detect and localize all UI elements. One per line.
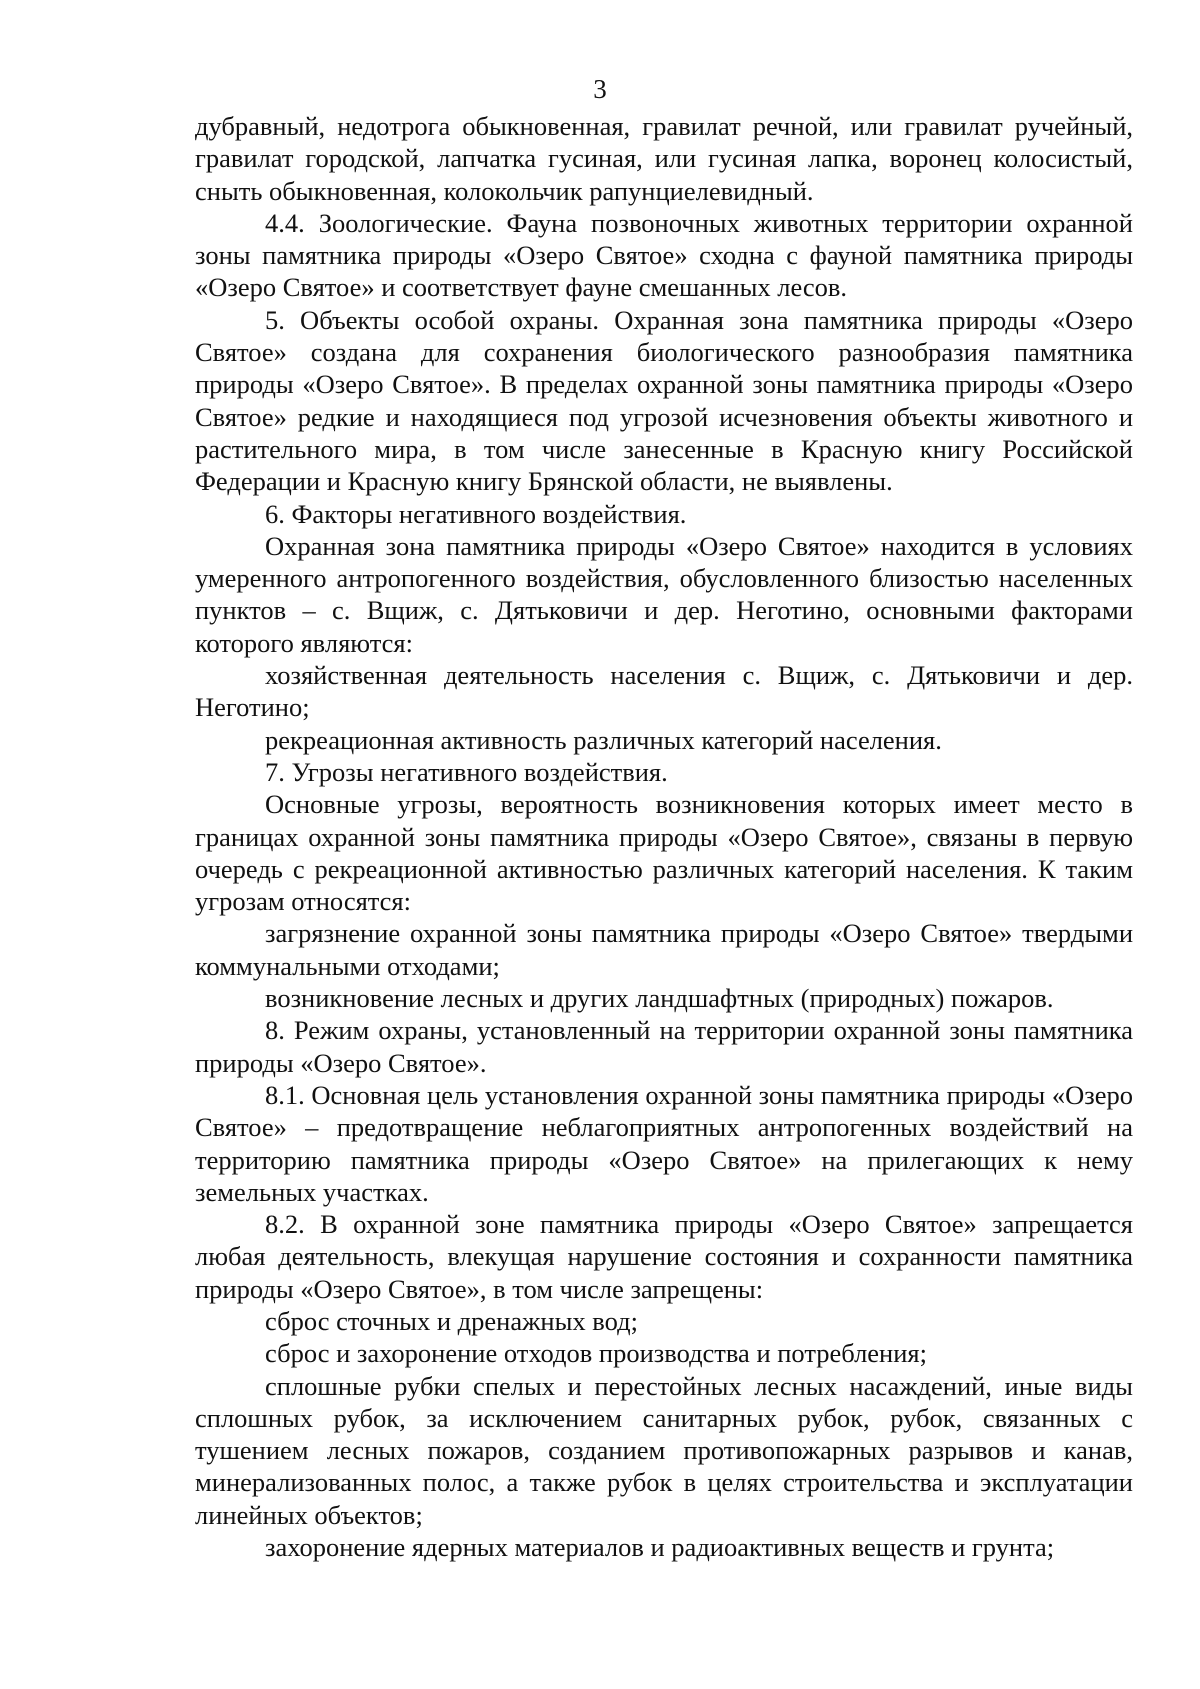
- document-body: [195, 110, 1133, 1563]
- heading-negative-threats: 7. Угрозы негативного воздействия.: [265, 756, 668, 787]
- list-item-nuclear-burial: захоронение ядерных материалов и радиоактивных веществ и грунта;: [265, 1532, 1055, 1563]
- paragraph-protected-objects: 5. Объекты особой охраны. Охранная зона памятника природы «Озеро Святое» создана для сохранения биологического разнообразия памятника природы «Озеро Святое». В пределах охранной зоны памятника природы «Озеро Святое» редкие и находящиеся под угрозой исчезновения объекты животного и растительного мира, в том числе занесенные в Красную книгу Российской Федерации и Красную книгу Брянской области, не выявлены.: [195, 304, 1133, 497]
- heading-protection-regime: 8. Режим охраны, установленный на территории охранной зоны памятника природы «Озеро Святое».: [195, 1015, 1133, 1078]
- list-item-economic-activity: хозяйственная деятельность населения с. Вщиж, с. Дятьковичи и дер. Неготино;: [195, 660, 1133, 723]
- list-item-wastewater: сброс сточных и дренажных вод;: [265, 1305, 638, 1336]
- paragraph-main-threats: Основные угрозы, вероятность возникновения которых имеет место в границах охранной зоны памятника природы «Озеро Святое», связаны в первую очередь с рекреационной активностью различных категорий населения. К таким угрозам относятся:: [195, 789, 1133, 917]
- list-item-pollution: загрязнение охранной зоны памятника природы «Озеро Святое» твердыми коммунальными отходами;: [195, 918, 1133, 981]
- paragraph-continuation: дубравный, недотрога обыкновенная, гравилат речной, или гравилат ручейный, гравилат городской, лапчатка гусиная, или гусиная лапка, воронец колосистый, сныть обыкновенная, колокольчик рапунциелевидный.: [195, 111, 1133, 206]
- paragraph-prohibitions: 8.2. В охранной зоне памятника природы «Озеро Святое» запрещается любая деятельность, влекущая нарушение состояния и сохранности памятника природы «Озеро Святое», в том числе запрещены:: [195, 1209, 1133, 1304]
- list-item-waste-disposal: сброс и захоронение отходов производства и потребления;: [265, 1338, 927, 1369]
- paragraph-main-goal: 8.1. Основная цель установления охранной зоны памятника природы «Озеро Святое» – предотвращение неблагоприятных антропогенных воздействий на территорию памятника природы «Озеро Святое» на прилегающих к нему земельных участках.: [195, 1079, 1133, 1207]
- paragraph-zoological: 4.4. Зоологические. Фауна позвоночных животных территории охранной зоны памятника природы «Озеро Святое» сходна с фауной памятника природы «Озеро Святое» и соответствует фауне смешанных лесов.: [195, 207, 1133, 303]
- page-number: 3: [593, 74, 607, 104]
- heading-negative-factors: 6. Факторы негативного воздействия.: [265, 498, 687, 529]
- list-item-clear-cutting: сплошные рубки спелых и перестойных лесных насаждений, иные виды сплошных рубок, за исключением санитарных рубок, рубок, связанных с тушением лесных пожаров, созданием противопожарных разрывов и канав, минерализованных полос, а также рубок в целях строительства и эксплуатации линейных объектов;: [195, 1370, 1133, 1530]
- list-item-recreational-activity: рекреационная активность различных категорий населения.: [265, 724, 942, 755]
- list-item-fires: возникновение лесных и других ландшафтных (природных) пожаров.: [265, 983, 1054, 1014]
- paragraph-negative-factors: Охранная зона памятника природы «Озеро Святое» находится в условиях умеренного антропогенного воздействия, обусловленного близостью населенных пунктов – с. Вщиж, с. Дятьковичи и дер. Неготино, основными факторами которого являются:: [195, 530, 1133, 658]
